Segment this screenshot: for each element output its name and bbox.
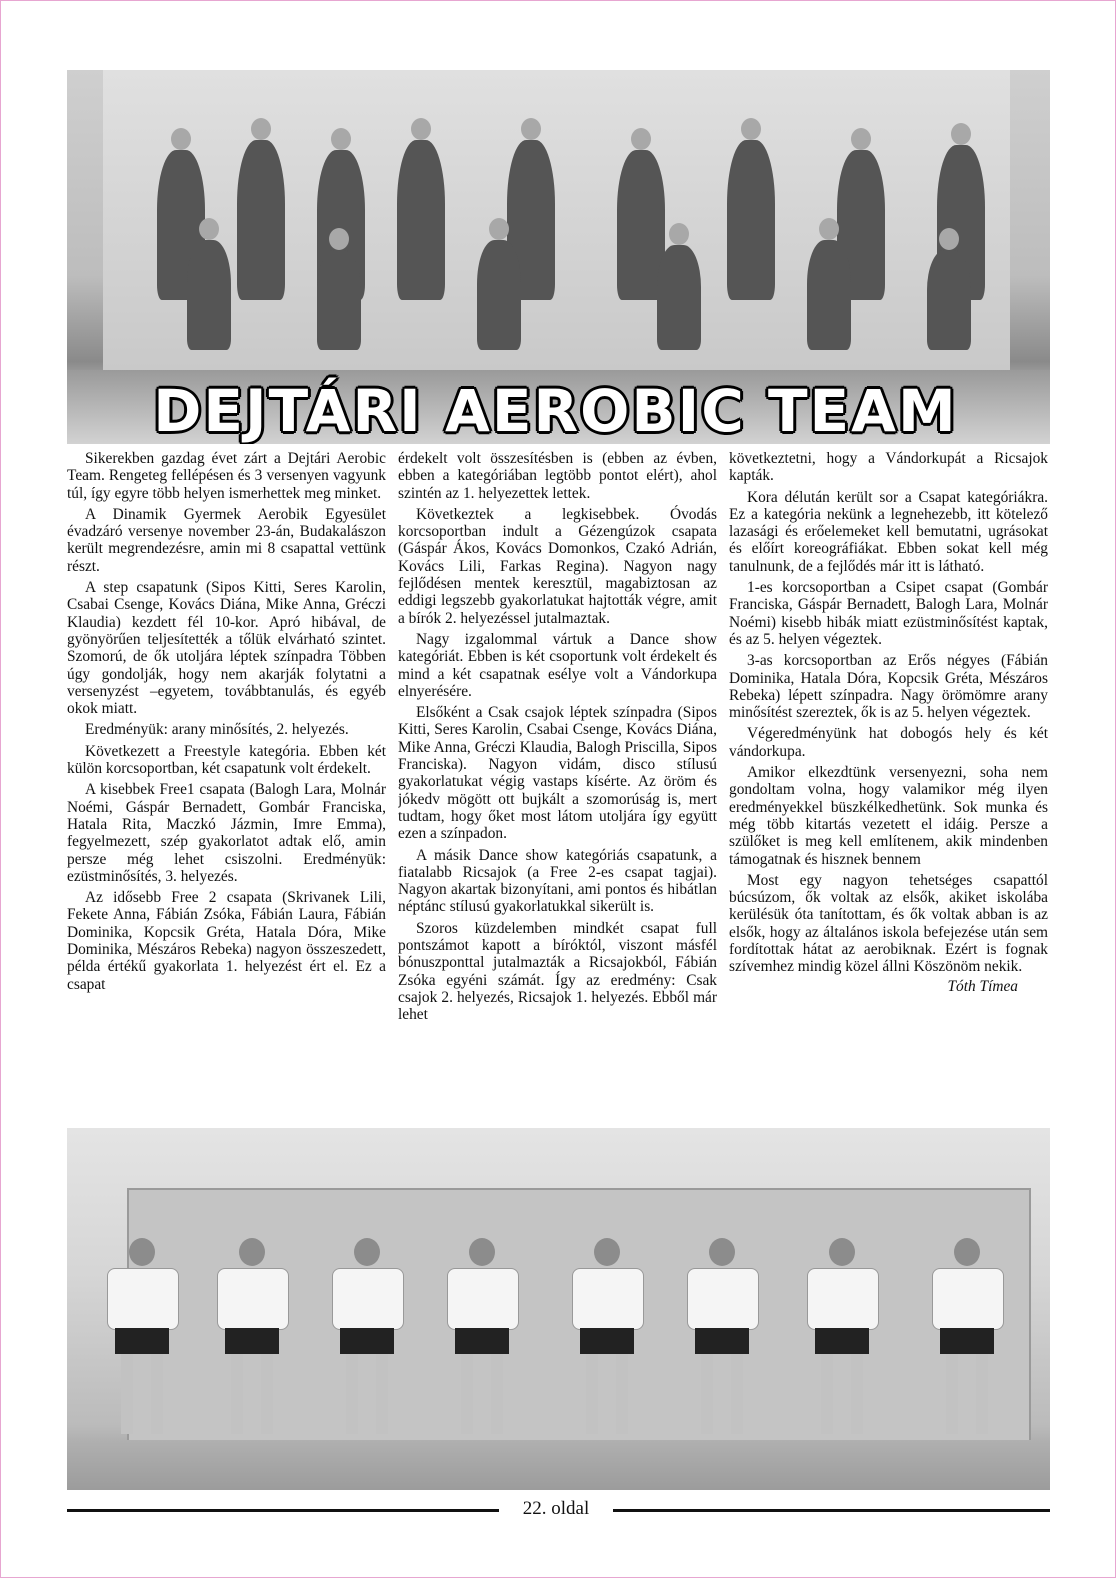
- dancer-figure: [687, 1238, 757, 1438]
- team-photo-competition: [67, 1128, 1050, 1490]
- paragraph: Kora délután került sor a Csapat kategóriákra. Ez a kategória nekünk a legnehezebb, itt kötelező lazasági és erőelemeket kell bemutatni, ugrásokat és előírt koreográfiákat. Ebben sokat kell még tanulnunk, de a fejlődés már itt is látható.: [729, 488, 1048, 575]
- page-number: 22. oldal: [522, 1498, 590, 1519]
- paragraph: Sikerekben gazdag évet zárt a Dejtári Aerobic Team. Rengeteg fellépésen és 3 versenyen vagyunk túl, így egyre több helyen ismerhettek meg minket.: [67, 450, 386, 502]
- paragraph: Elsőként a Csak csajok léptek színpadra (Sipos Kitti, Seres Karolin, Csabai Csenge, Kovács Diána, Mike Anna, Gréczi Klaudia, Balogh Priscilla, Sipos Franciska). Nagyon vidám, disco stílusú gyakorlatukat végig vastaps kísérte. Az öröm és jókedv mögött ott bujkált a szomorúság is, mert tudtam, hogy őket most látom utoljára így együtt ezen a színpadon.: [398, 704, 717, 843]
- paragraph: Nagy izgalommal vártuk a Dance show kategóriát. Ebben is két csoportunk volt érdekelt és mind a két csapatnak esélye volt a Vándorkupa elnyerésére.: [398, 630, 717, 700]
- dancer-figure: [932, 1238, 1002, 1438]
- dancer-figure: [927, 250, 971, 350]
- paragraph: A step csapatunk (Sipos Kitti, Seres Karolin, Csabai Csenge, Kovács Diána, Mike Anna, Gréczi Klaudia) kezdett fél 10-kor. Apró hibával, de gyönyörűen teljesítették a tőlük elvárható szintet. Szomorú, de ők utoljára léptek színpadra Többen úgy gondolják, hogy nem akarják folytatni a versenyzést –egyetem, továbbtanulás, és egyéb okok miatt.: [67, 579, 386, 718]
- dancer-figure: [107, 1238, 177, 1438]
- dancer-figure: [657, 245, 701, 350]
- dancer-figure: [447, 1238, 517, 1438]
- dancer-figure: [187, 240, 231, 350]
- paragraph-continued: érdekelt volt összesítésben is (ebben az évben, ebben a kategóriában legtöbb pontot elért), ahol szintén az 1. helyezettek lettek.: [398, 450, 717, 502]
- dancer-figure: [477, 240, 521, 350]
- paragraph: A másik Dance show kategóriás csapatunk, a fiatalabb Ricsajok (a Free 2-es csapat tagjai). Nagyon akartak bizonyítani, ami pontos és hibátlan néptánc stílusú gyakorlatukkal sikerült is.: [398, 846, 717, 916]
- text-column-1: [67, 450, 386, 1120]
- dancer-figure: [217, 1238, 287, 1438]
- paragraph: Amikor elkezdtünk versenyezni, soha nem gondoltam volna, hogy valamikor még ilyen eredményekkel büszkélkedhetünk. Sok munka és még több kitartás vezetett el idáig. Persze a szülőket is meg kell említenem, akik mindenben támogatnak és hisznek bennem: [729, 764, 1048, 868]
- paragraph: 3-as korcsoportban az Erős négyes (Fábián Dominika, Hatala Dóra, Kopcsik Gréta, Mészáros Rebeka) lépett színpadra. Nagy örömömre arany minősítést szereztek, ők is az 5. helyen végeztek.: [729, 652, 1048, 722]
- dancer-figure: [807, 1238, 877, 1438]
- article-title: DEJTÁRI AEROBIC TEAM: [153, 377, 958, 444]
- dancer-figure: [317, 250, 361, 350]
- footer-rule: [613, 1509, 1050, 1512]
- author-signature: Tóth Tímea: [947, 977, 1018, 995]
- footer-rule: [67, 1509, 499, 1512]
- dancer-figure: [237, 140, 285, 300]
- paragraph: A Dinamik Gyermek Aerobik Egyesület évadzáró versenye november 23-án, Budakalászon került megrendezésre, amin mi 8 csapattal vettünk részt.: [67, 505, 386, 575]
- gym-floor: [67, 1440, 1050, 1490]
- dancer-figure: [572, 1238, 642, 1438]
- dancer-figure: [727, 140, 775, 300]
- paragraph-continued: következtetni, hogy a Vándorkupát a Ricsajok kapták.: [729, 450, 1048, 485]
- team-photo-stage: [67, 70, 1050, 444]
- dancer-figure: [332, 1238, 402, 1438]
- paragraph: Szoros küzdelemben mindkét csapat full pontszámot kapott a bíróktól, viszont másfél bónuszponttal jutalmazták a Ricsajokból, Fábián Zsóka egyéni számát. Így az eredmény: Csak csajok 2. helyezés, Ricsajok 1. helyezés. Ebből már lehet: [398, 919, 717, 1024]
- paragraph: Eredményük: arany minősítés, 2. helyezés.: [85, 721, 349, 739]
- paragraph: Végeredményünk hat dobogós hely és két vándorkupa.: [729, 725, 1048, 760]
- article-body: [67, 450, 1050, 1120]
- paragraph: Következett a Freestyle kategória. Ebben két külön korcsoportban, két csapatunk volt érdekelt.: [67, 742, 386, 778]
- text-column-3: [729, 450, 1048, 1120]
- dancer-figure: [397, 140, 445, 300]
- paragraph: Most egy nagyon tehetséges csapattól búcsúzom, ők voltak az elsők, akiket iskolába kerülésük óta tanítottam, és ők voltak abban is az elsők, hogy az általános iskola befejezése után sem fordítottak hátat az aerobiknak. Ezért is fognak szívemhez mindig közel állni Köszönöm nekik.: [729, 871, 1048, 976]
- paragraph: A kisebbek Free1 csapata (Balogh Lara, Molnár Noémi, Gáspár Bernadett, Gombár Franciska, Hatala Rita, Maczkó Jázmin, Imre Emma), fegyelmezett, szép gyakorlatot adtak elő, amin persze még lehet csiszolni. Eredményük: ezüstminősítés, 3. helyezés.: [67, 781, 386, 885]
- dancer-figure: [807, 240, 851, 350]
- paragraph: Következtek a legkisebbek. Óvodás korcsoportban indult a Gézengúzok csapata (Gáspár Ákos, Kovács Domonkos, Czakó Adrián, Kovács Lili, Farkas Regina). Nagyon nagy fejlődésen mentek keresztül, magabiztosan az eddigi legszebb gyakorlatukat hajtották végre, amit a bírók 2. helyezéssel jutalmaztak.: [398, 505, 717, 627]
- text-column-2: [398, 450, 717, 1120]
- paragraph: Az idősebb Free 2 csapata (Skrivanek Lili, Fekete Anna, Fábián Zsóka, Fábián Laura, Fábián Dominika, Kopcsik Gréta, Hatala Dóra, Mike Dominika, Mészáros Rebeka) nagyon összeszedett, példa értékű gyakorlata 1. helyezést ért el. Ez a csapat: [67, 889, 386, 993]
- paragraph: 1-es korcsoportban a Csipet csapat (Gombár Franciska, Gáspár Bernadett, Balogh Lara, Molnár Noémi) kisebb hibák miatt ezüstminősítést kaptak, és az 5. helyen végeztek.: [729, 579, 1048, 648]
